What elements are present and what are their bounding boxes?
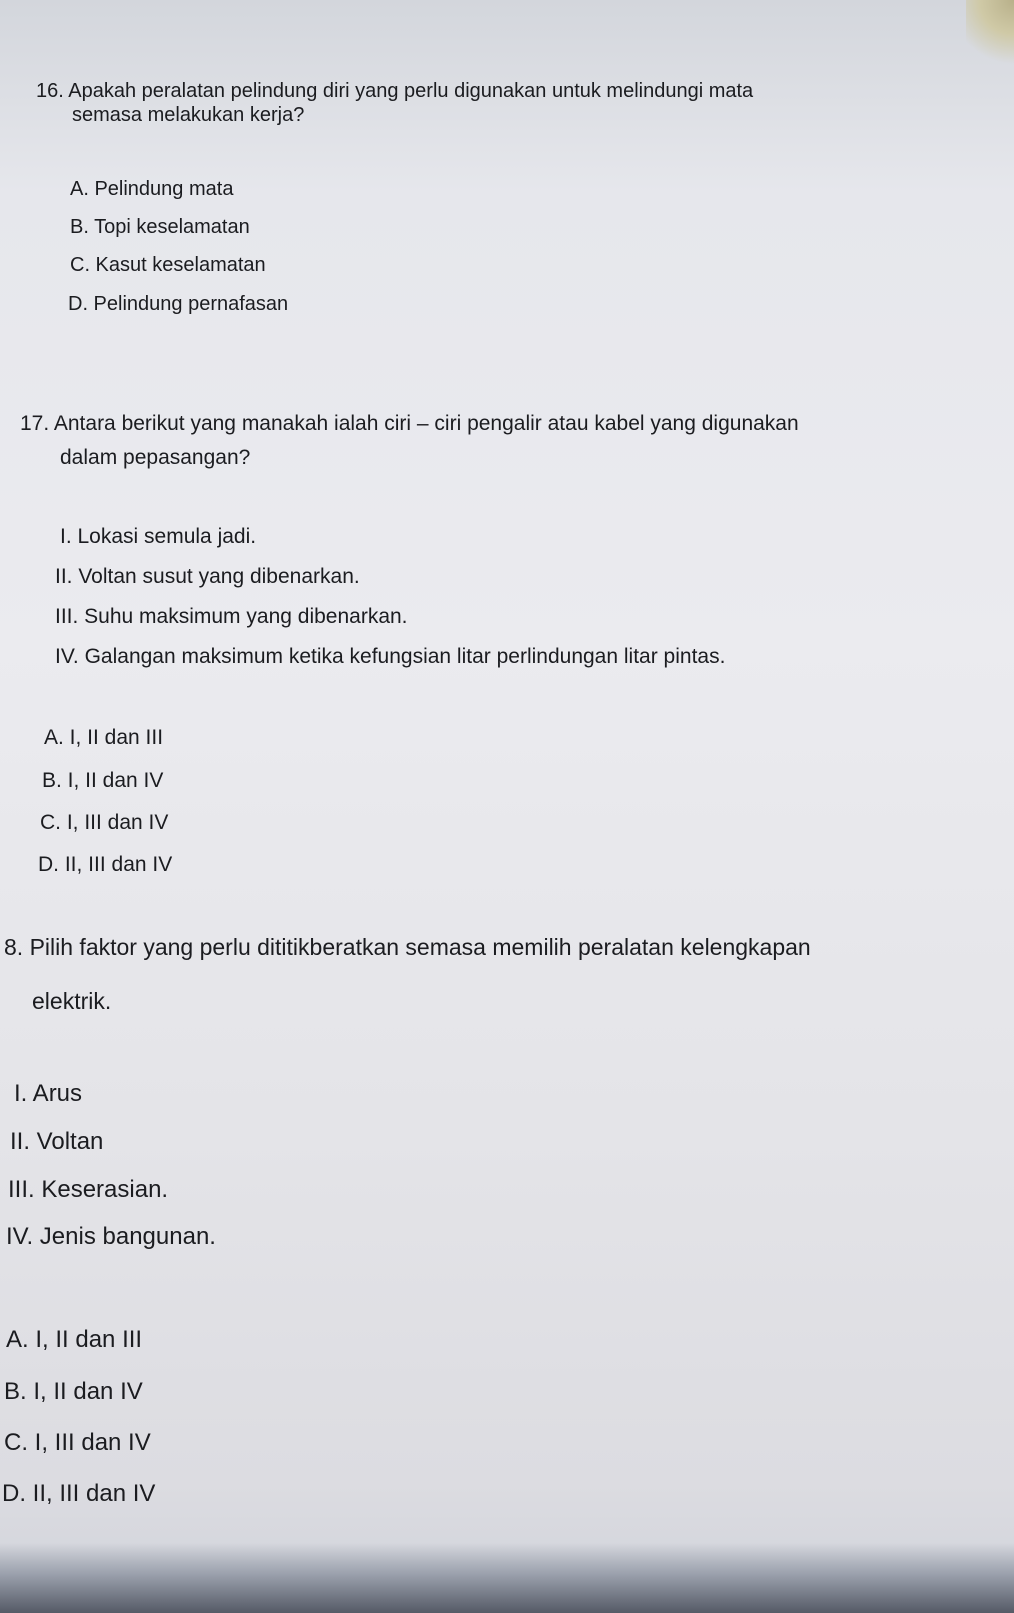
q16-option-d[interactable]: D. Pelindung pernafasan [68,293,289,315]
q18-option-c[interactable]: C. I, III dan IV [4,1429,151,1456]
q18-statement-2: II. Voltan [10,1128,104,1155]
q18-stem-line1: 8. Pilih faktor yang perlu dititikberatkan semasa memilih peralatan kelengkapan [4,934,811,960]
q18-statement-1: I. Arus [14,1080,83,1107]
q17-statement-4: IV. Galangan maksimum ketika kefungsian litar perlindungan litar pintas. [55,645,726,668]
q17-statement-2: II. Voltan susut yang dibenarkan. [55,565,360,588]
q17-statement-1: I. Lokasi semula jadi. [60,525,257,548]
q18-option-a[interactable]: A. I, II dan III [6,1326,143,1353]
q18-option-b[interactable]: B. I, II dan IV [4,1378,143,1405]
page-corner [966,0,1014,70]
q18-option-d[interactable]: D. II, III dan IV [2,1480,156,1507]
q16-option-c[interactable]: C. Kasut keselamatan [70,254,266,276]
q16-option-a[interactable]: A. Pelindung mata [70,178,234,200]
q17-option-a[interactable]: A. I, II dan III [44,726,164,749]
q17-statement-3: III. Suhu maksimum yang dibenarkan. [55,605,408,628]
page-bottom-shadow [0,1543,1014,1613]
q16-stem-line2: semasa melakukan kerja? [72,104,305,126]
q16-option-b[interactable]: B. Topi keselamatan [70,216,250,238]
q18-statement-3: III. Keserasian. [8,1176,169,1203]
q16-stem-line1: 16. Apakah peralatan pelindung diri yang perlu digunakan untuk melindungi mata [36,80,754,102]
q17-option-c[interactable]: C. I, III dan IV [40,811,169,834]
q17-stem-line2: dalam pepasangan? [60,446,251,469]
q18-stem-line2: elektrik. [32,988,112,1014]
q17-stem-line1: 17. Antara berikut yang manakah ialah ciri – ciri pengalir atau kabel yang digunakan [20,412,799,435]
q17-option-d[interactable]: D. II, III dan IV [38,853,173,876]
q17-option-b[interactable]: B. I, II dan IV [42,769,164,792]
q18-statement-4: IV. Jenis bangunan. [6,1223,216,1250]
